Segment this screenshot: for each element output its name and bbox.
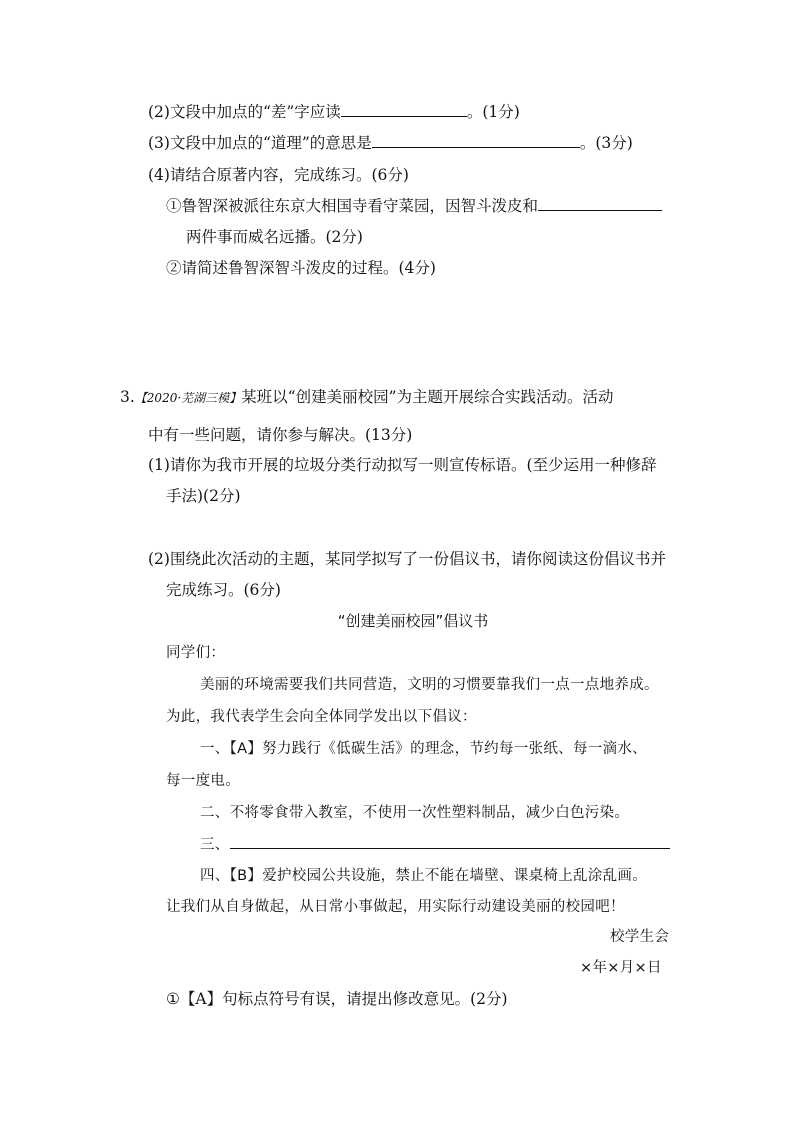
answer-blank[interactable] [230, 834, 670, 849]
letter-item3-label: 三、 [200, 837, 230, 853]
q3-stem-cont: 中有一些问题，请你参与解决。(13分) [148, 426, 413, 444]
letter-date: ×年×月×日 [580, 960, 662, 976]
q3-part2-cont: 完成练习。(6分) [166, 581, 281, 599]
letter-item1-cont: 每一度电。 [166, 773, 240, 789]
letter-para1-cont: 为此，我代表学生会向全体同学发出以下倡议： [166, 709, 477, 725]
q3-number: 3. [120, 388, 135, 406]
answer-blank[interactable] [341, 102, 467, 117]
letter-item2: 二、不将零食带入教室，不使用一次性塑料制品，减少白色污染。 [200, 805, 630, 821]
letter-greeting: 同学们： [166, 645, 226, 661]
q2-part2 [148, 102, 520, 122]
answer-blank[interactable] [372, 133, 580, 148]
q3-part1-cont: 手法)(2分) [166, 487, 241, 505]
q2-part2-text: (2)文段中加点的“差”字应读 [148, 103, 341, 121]
q2-part2-score: 。(1分) [466, 103, 520, 121]
q2-part4-sub2: ②请简述鲁智深智斗泼皮的过程。(4分) [166, 259, 436, 277]
q3-source: 【2020·芜湖三模】 [134, 391, 242, 405]
q2-part4-sub1-cont: 两件事而威名远播。(2分) [186, 228, 363, 246]
q3-stem [120, 387, 614, 408]
q3-part1: (1)请你为我市开展的垃圾分类行动拟写一则宣传标语。(至少运用一种修辞 [148, 456, 657, 474]
q2-part3 [148, 133, 633, 153]
letter-item4: 四、【B】爱护校园公共设施，禁止不能在墙壁、课桌椅上乱涂乱画。 [200, 868, 647, 884]
letter-signature: 校学生会 [610, 929, 670, 945]
q2-part3-text: (3)文段中加点的“道理”的意思是 [148, 134, 372, 152]
q3-part2: (2)围绕此次活动的主题，某同学拟写了一份倡议书，请你阅读这份倡议书并 [148, 550, 666, 568]
q2-part4-sub1 [166, 196, 662, 216]
q2-part4: (4)请结合原著内容，完成练习。(6分) [148, 166, 409, 184]
letter-title: “创建美丽校园”倡议书 [337, 612, 489, 630]
letter-closing: 让我们从自身做起，从日常小事做起，用实际行动建设美丽的校园吧！ [166, 899, 625, 915]
answer-blank[interactable] [538, 196, 662, 211]
q2-part3-score: 。(3分) [579, 134, 633, 152]
q3-stem-text: 某班以“创建美丽校园”为主题开展综合实践活动。活动 [241, 388, 614, 406]
q3-part2-sub1: ①【A】句标点符号有误，请提出修改意见。(2分) [166, 990, 508, 1008]
letter-para1: 美丽的环境需要我们共同营造，文明的习惯要靠我们一点一点地养成。 [200, 677, 659, 693]
q2-part4-sub1-text: ①鲁智深被派往东京大相国寺看守菜园，因智斗泼皮和 [166, 197, 539, 215]
letter-item1: 一、【A】努力践行《低碳生活》的理念，节约每一张纸、每一滴水、 [200, 741, 647, 757]
letter-item3 [200, 834, 670, 855]
